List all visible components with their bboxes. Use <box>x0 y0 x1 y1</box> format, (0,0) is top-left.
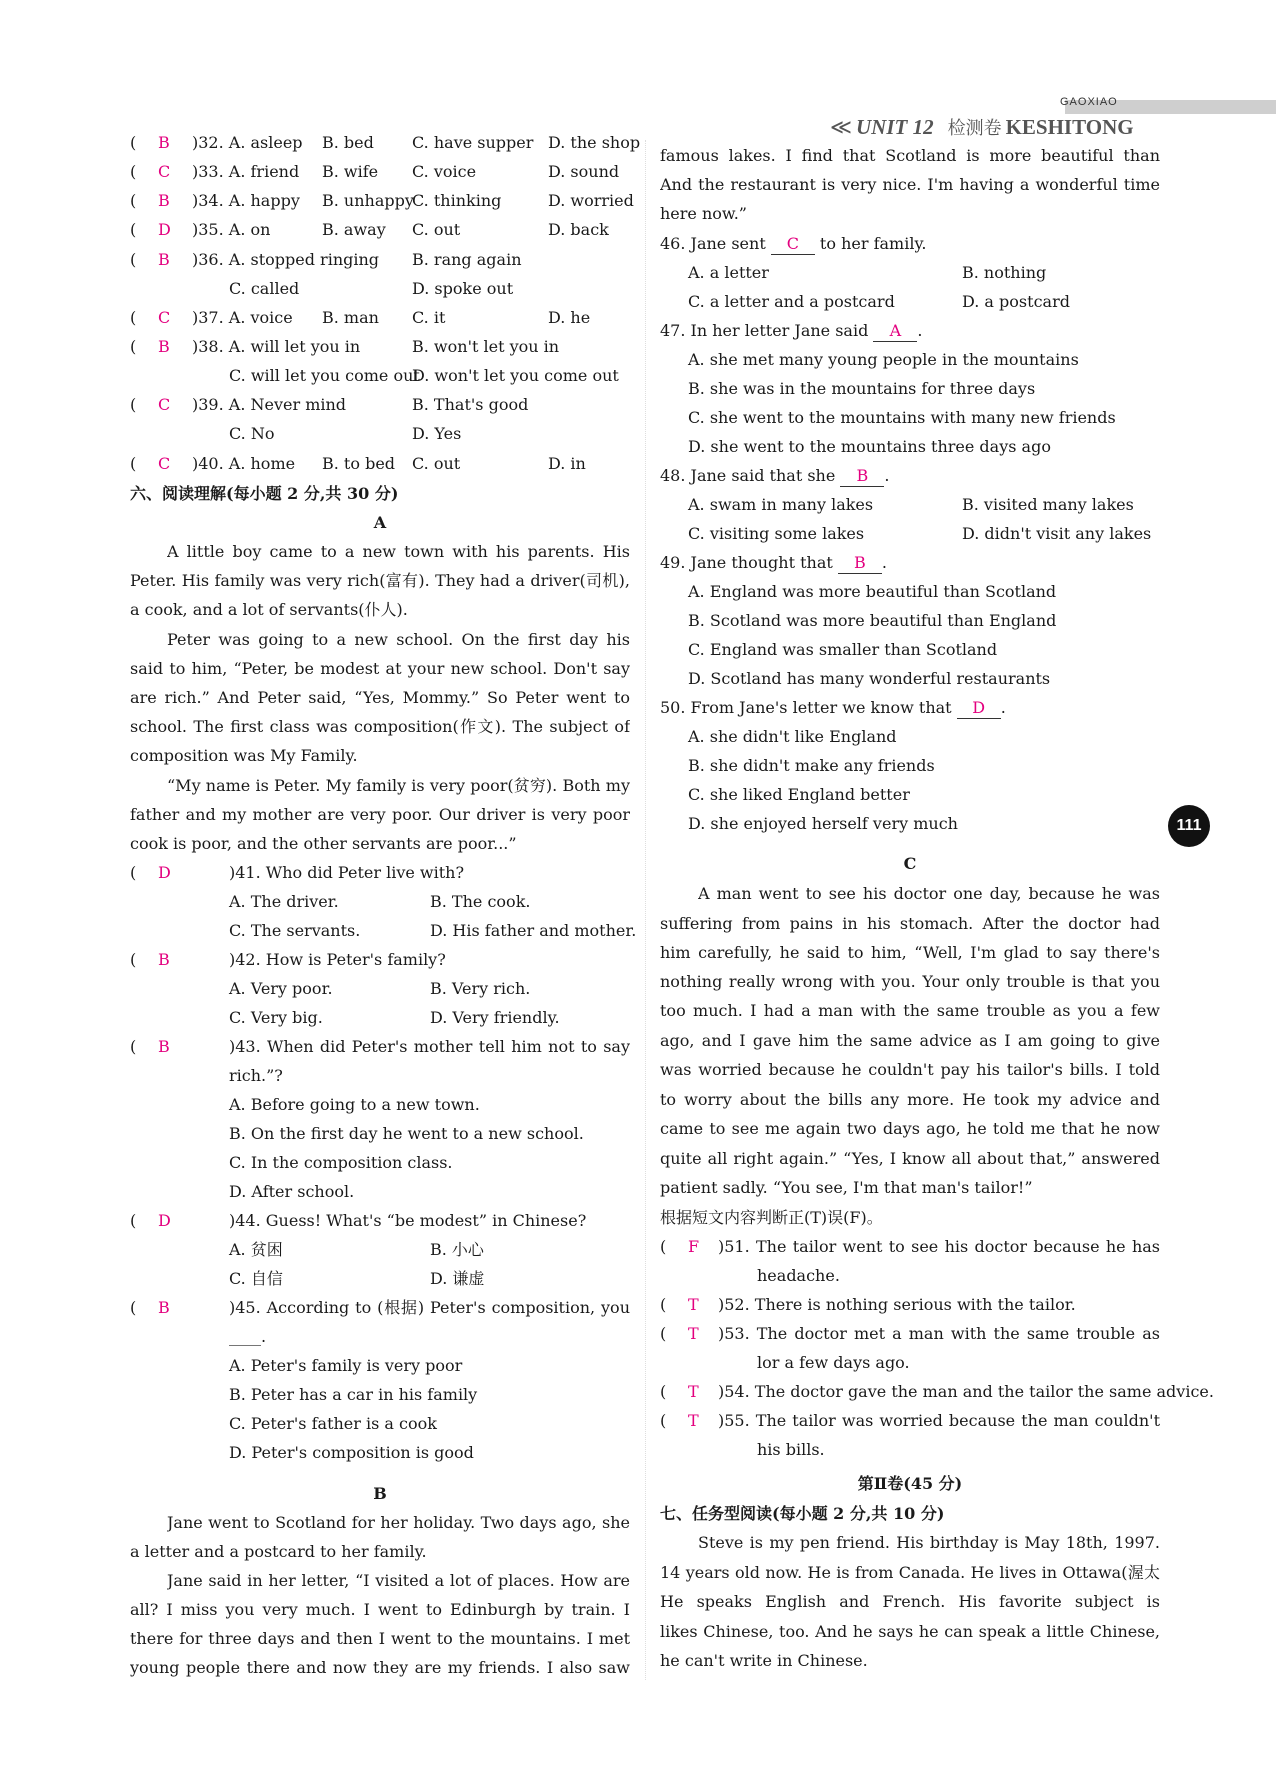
passage-steve-line: Steve is my pen friend. His birthday is May 18th, 1997. <box>698 1533 1160 1552</box>
choice-option: D. worried <box>548 191 634 210</box>
passage-b-line: all? I miss you very much. I went to Edinburgh by train. I <box>130 1600 630 1619</box>
option: B. The cook. <box>430 892 531 911</box>
header-brand: KESHITONG <box>1005 115 1134 139</box>
choice-row-1-answer: C <box>158 162 171 181</box>
header-small-brand: GAOXIAO <box>1060 96 1118 108</box>
answer-blank: B <box>838 553 882 574</box>
choice-option: )37. A. voice <box>192 308 293 327</box>
question-41-paren: ( <box>130 863 137 882</box>
choice-row-3-paren: ( <box>130 220 137 239</box>
option: D. didn't visit any lakes <box>962 524 1152 543</box>
choice-option: )35. A. on <box>192 220 271 239</box>
option: B. visited many lakes <box>962 495 1134 514</box>
question-stem: )45. According to (根据) Peter's composition, you <box>229 1298 630 1317</box>
option: A. Very poor. <box>229 979 333 998</box>
passage-c-line: ago, and I gave him the same advice as I am going to give <box>660 1031 1160 1050</box>
tf-answer: F <box>688 1237 700 1256</box>
question-47: 47. In her letter Jane said A . <box>660 321 923 340</box>
instruction: 根据短文内容判断正(T)误(F)。 <box>660 1208 883 1227</box>
passage-b-line: here now.” <box>660 204 747 223</box>
option: A. a letter <box>688 263 769 282</box>
choice-option: D. he <box>548 308 591 327</box>
question-45-answer: B <box>158 1298 170 1317</box>
passage-c-line: nothing really wrong with you. Your only trouble is that you <box>660 972 1160 991</box>
question-44-answer: D <box>158 1211 171 1230</box>
choice-option: C. it <box>412 308 446 327</box>
choice-option: B. rang again <box>412 250 522 269</box>
option: D. After school. <box>229 1182 355 1201</box>
passage-a-line: father and my mother are very poor. Our driver is very poor <box>130 805 630 824</box>
choice-option: C. No <box>229 424 275 443</box>
choice-row-1-paren: ( <box>130 162 137 181</box>
option: C. Very big. <box>229 1008 323 1027</box>
header-cn: 检测卷 <box>947 118 1002 138</box>
choice-option: B. man <box>322 308 379 327</box>
passage-c-line: A man went to see his doctor one day, because he was <box>698 884 1160 903</box>
choice-option: C. will let you come out <box>229 366 420 385</box>
tf-stem: )55. The tailor was worried because the man couldn't <box>718 1411 1160 1430</box>
choice-option: B. won't let you in <box>412 337 560 356</box>
passage-a-line: school. The first class was composition(作文). The subject of <box>130 717 630 736</box>
passage-a-line: “My name is Peter. My family is very poor(贫穷). Both my <box>167 776 630 795</box>
option: D. Peter's composition is good <box>229 1443 474 1462</box>
choice-option: D. sound <box>548 162 620 181</box>
option: B. Peter has a car in his family <box>229 1385 478 1404</box>
passage-b-line: there for three days and then I went to the mountains. I met <box>130 1629 630 1648</box>
choice-row-6-answer: C <box>158 308 171 327</box>
question-45-paren: ( <box>130 1298 137 1317</box>
answer-blank: B <box>840 466 884 487</box>
choice-option: )38. A. will let you in <box>192 337 361 356</box>
tf-stem: )52. There is nothing serious with the tailor. <box>718 1295 1076 1314</box>
passage-steve-line: He speaks English and French. His favorite subject is <box>660 1592 1160 1611</box>
choice-row-9-paren: ( <box>130 395 137 414</box>
passage-c-line: came to see me again two days ago, he told me that he now <box>660 1119 1160 1138</box>
choice-row-11-answer: C <box>158 454 171 473</box>
question-50: 50. From Jane's letter we know that D . <box>660 698 1006 717</box>
passage-c-line: too much. I had a man with the same trouble as you a few <box>660 1001 1160 1020</box>
section-heading: 六、阅读理解(每小题 2 分,共 30 分) <box>130 484 399 503</box>
choice-row-6-paren: ( <box>130 308 137 327</box>
option: B. 小心 <box>430 1240 484 1259</box>
option: D. Scotland has many wonderful restaurants <box>688 669 1051 688</box>
option: C. she went to the mountains with many new friends <box>688 408 1116 427</box>
option: C. England was smaller than Scotland <box>688 640 998 659</box>
option: A. England was more beautiful than Scotland <box>688 582 1057 601</box>
choice-row-3-answer: D <box>158 220 171 239</box>
choice-option: )34. A. happy <box>192 191 300 210</box>
answer-blank: D <box>957 698 1001 719</box>
passage-c-line: him carefully, he said to him, “Well, I'm glad to say there's <box>660 943 1160 962</box>
choice-option: D. Yes <box>412 424 462 443</box>
answer-blank: A <box>873 321 917 342</box>
choice-row-7-paren: ( <box>130 337 137 356</box>
option: B. Scotland was more beautiful than England <box>688 611 1057 630</box>
choice-row-0-paren: ( <box>130 133 137 152</box>
tf-stem-cont: lor a few days ago. <box>757 1353 910 1372</box>
question-stem: )42. How is Peter's family? <box>229 950 446 969</box>
tf-answer: T <box>688 1382 699 1401</box>
option: A. The driver. <box>229 892 339 911</box>
tf-paren: ( <box>660 1237 667 1256</box>
choice-option: D. in <box>548 454 586 473</box>
header-unit-label: UNIT 12 <box>855 115 934 139</box>
choice-option: D. the shop <box>548 133 641 152</box>
question-stem: )41. Who did Peter live with? <box>229 863 465 882</box>
option: A. she didn't like England <box>688 727 897 746</box>
tf-answer: T <box>688 1411 699 1430</box>
passage-steve-line: likes Chinese, too. And he says he can speak a little Chinese, <box>660 1622 1160 1641</box>
choice-option: C. voice <box>412 162 477 181</box>
choice-option: C. called <box>229 279 300 298</box>
choice-option: C. thinking <box>412 191 502 210</box>
passage-a-line: said to him, “Peter, be modest at your new school. Don't say <box>130 659 630 678</box>
passage-c-line: quite all right again.” “Yes, I know all about that,” answered <box>660 1149 1160 1168</box>
passage-steve-line: 14 years old now. He is from Canada. He lives in Ottawa(渥太 <box>660 1563 1160 1582</box>
column-divider <box>645 140 646 1680</box>
passage-a-line: Peter. His family was very rich(富有). They had a driver(司机), <box>130 571 630 590</box>
passage-a-line: a cook, and a lot of servants(仆人). <box>130 600 408 619</box>
tf-stem-cont: his bills. <box>757 1440 825 1459</box>
choice-row-4-paren: ( <box>130 250 137 269</box>
option: A. swam in many lakes <box>688 495 874 514</box>
passage-b-line: And the restaurant is very nice. I'm having a wonderful time <box>660 175 1160 194</box>
question-stem: )44. Guess! What's “be modest” in Chinese? <box>229 1211 587 1230</box>
passage-b-line: Jane went to Scotland for her holiday. Two days ago, she <box>167 1513 630 1532</box>
option: C. In the composition class. <box>229 1153 453 1172</box>
option: B. Very rich. <box>430 979 531 998</box>
choice-option: B. bed <box>322 133 374 152</box>
choice-option: D. back <box>548 220 609 239</box>
choice-option: )40. A. home <box>192 454 296 473</box>
passage-b-line: a letter and a postcard to her family. <box>130 1542 427 1561</box>
choice-option: B. away <box>322 220 386 239</box>
choice-row-0-answer: B <box>158 133 170 152</box>
question-42-answer: B <box>158 950 170 969</box>
option: C. she liked England better <box>688 785 910 804</box>
passage-title: C <box>903 854 917 873</box>
header-unit <box>830 114 1134 140</box>
choice-option: B. wife <box>322 162 379 181</box>
choice-option: )39. A. Never mind <box>192 395 347 414</box>
passage-b-line: young people there and now they are my friends. I also saw <box>130 1658 630 1677</box>
question-46: 46. Jane sent C to her family. <box>660 234 927 253</box>
option: D. His father and mother. <box>430 921 637 940</box>
option: D. a postcard <box>962 292 1070 311</box>
tf-paren: ( <box>660 1324 667 1343</box>
passage-a-line: cook is poor, and the other servants are poor...” <box>130 834 517 853</box>
choice-option: D. spoke out <box>412 279 514 298</box>
tf-paren: ( <box>660 1295 667 1314</box>
option: D. she enjoyed herself very much <box>688 814 958 833</box>
choice-option: C. out <box>412 454 461 473</box>
tf-answer: T <box>688 1324 699 1343</box>
choice-option: D. won't let you come out <box>412 366 619 385</box>
question-43-paren: ( <box>130 1037 137 1056</box>
question-41-answer: D <box>158 863 171 882</box>
question-42-paren: ( <box>130 950 137 969</box>
question-43-answer: B <box>158 1037 170 1056</box>
choice-option: )36. A. stopped ringing <box>192 250 380 269</box>
choice-option: B. to bed <box>322 454 396 473</box>
option: D. she went to the mountains three days ago <box>688 437 1051 456</box>
option: C. Peter's father is a cook <box>229 1414 437 1433</box>
choice-row-4-answer: B <box>158 250 170 269</box>
option: C. 自信 <box>229 1269 283 1288</box>
choice-option: C. out <box>412 220 461 239</box>
question-48: 48. Jane said that she B . <box>660 466 890 485</box>
passage-steve-line: he can't write in Chinese. <box>660 1651 868 1670</box>
question-49: 49. Jane thought that B . <box>660 553 887 572</box>
passage-c-line: to worry about the bills any more. He took my advice and <box>660 1090 1160 1109</box>
answer-blank: C <box>771 234 815 255</box>
option: B. she didn't make any friends <box>688 756 935 775</box>
option: A. she met many young people in the mountains <box>688 350 1079 369</box>
option: A. Before going to a new town. <box>229 1095 480 1114</box>
tf-paren: ( <box>660 1411 667 1430</box>
tf-stem: )53. The doctor met a man with the same trouble as <box>718 1324 1160 1343</box>
option: D. 谦虚 <box>430 1269 485 1288</box>
header-arrows: ≪ <box>830 115 852 139</box>
section-heading: 七、任务型阅读(每小题 2 分,共 10 分) <box>660 1504 945 1523</box>
passage-b-line: famous lakes. I find that Scotland is more beautiful than <box>660 146 1160 165</box>
option: B. nothing <box>962 263 1047 282</box>
choice-row-2-answer: B <box>158 191 170 210</box>
choice-row-9-answer: C <box>158 395 171 414</box>
passage-c-line: suffering from pains in his stomach. After the doctor had <box>660 914 1160 933</box>
tf-answer: T <box>688 1295 699 1314</box>
choice-row-11-paren: ( <box>130 454 137 473</box>
question-44-paren: ( <box>130 1211 137 1230</box>
choice-row-2-paren: ( <box>130 191 137 210</box>
passage-title: B <box>373 1484 387 1503</box>
choice-option: )32. A. asleep <box>192 133 303 152</box>
tf-paren: ( <box>660 1382 667 1401</box>
option: A. 贫困 <box>229 1240 283 1259</box>
passage-title: A <box>373 513 387 532</box>
passage-a-line: composition was My Family. <box>130 746 358 765</box>
option: D. Very friendly. <box>430 1008 560 1027</box>
tf-stem: )54. The doctor gave the man and the tailor the same advice. <box>718 1382 1214 1401</box>
option: C. The servants. <box>229 921 361 940</box>
question-stem-cont: rich.”? <box>229 1066 283 1085</box>
option: B. she was in the mountains for three days <box>688 379 1036 398</box>
choice-option: C. have supper <box>412 133 534 152</box>
choice-row-7-answer: B <box>158 337 170 356</box>
passage-a-line: Peter was going to a new school. On the first day his <box>167 630 630 649</box>
passage-b-line: Jane said in her letter, “I visited a lot of places. How are <box>167 1571 630 1590</box>
passage-c-line: patient sadly. “You see, I'm that man's tailor!” <box>660 1178 1033 1197</box>
choice-option: B. That's good <box>412 395 529 414</box>
choice-option: B. unhappy <box>322 191 414 210</box>
tf-stem: )51. The tailor went to see his doctor because he has <box>718 1237 1160 1256</box>
option: C. visiting some lakes <box>688 524 865 543</box>
question-stem-cont: ____. <box>229 1327 267 1346</box>
passage-a-line: A little boy came to a new town with his parents. His <box>167 542 630 561</box>
part-heading: 第Ⅱ卷(45 分) <box>857 1474 963 1493</box>
question-stem: )43. When did Peter's mother tell him not to say <box>229 1037 630 1056</box>
choice-option: )33. A. friend <box>192 162 300 181</box>
passage-c-line: was worried because he couldn't pay his tailor's bills. I told <box>660 1060 1160 1079</box>
page-number: 111 <box>1168 805 1210 847</box>
passage-a-line: are rich.” And Peter said, “Yes, Mommy.” So Peter went to <box>130 688 630 707</box>
option: A. Peter's family is very poor <box>229 1356 463 1375</box>
tf-stem-cont: headache. <box>757 1266 840 1285</box>
option: C. a letter and a postcard <box>688 292 895 311</box>
option: B. On the first day he went to a new school. <box>229 1124 584 1143</box>
